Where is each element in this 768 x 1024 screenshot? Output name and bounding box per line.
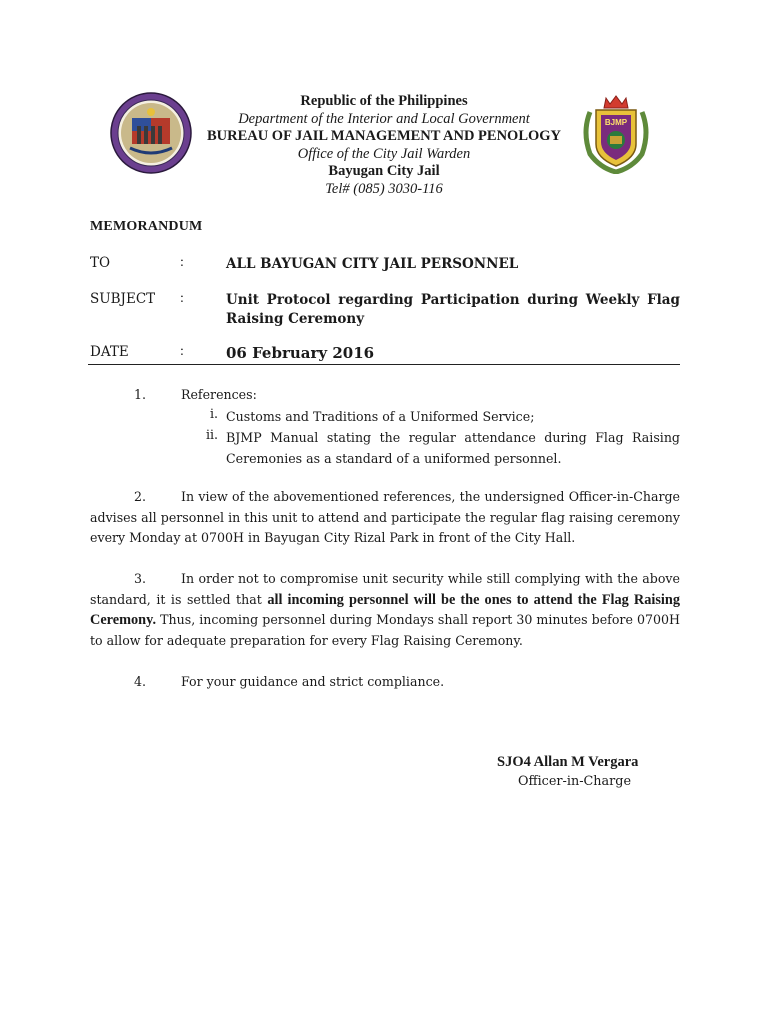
- reference-text: Customs and Traditions of a Uniformed Service;: [226, 409, 535, 424]
- date-colon: :: [180, 344, 184, 359]
- tel-line: Tel# (085) 3030-116: [325, 180, 443, 197]
- letterhead: [190, 93, 578, 198]
- para-4-number: 4.: [134, 674, 147, 689]
- to-colon: :: [180, 255, 184, 270]
- subject-value: Unit Protocol regarding Participation during Weekly Flag Raising Ceremony: [226, 292, 680, 327]
- signatory-title: Officer-in-Charge: [518, 774, 632, 789]
- bjmp-circular-seal-icon: [110, 92, 192, 174]
- para-2: [90, 487, 680, 549]
- para-4-text: For your guidance and strict compliance.: [181, 674, 445, 689]
- memorandum-title: MEMORANDUM: [90, 219, 203, 234]
- para-4: [90, 672, 680, 693]
- crest-text: BJMP: [604, 118, 628, 127]
- to-label: TO: [90, 255, 111, 271]
- office-line: Office of the City Jail Warden: [297, 145, 471, 162]
- to-value: ALL BAYUGAN CITY JAIL PERSONNEL: [226, 256, 519, 272]
- para-1-number: 1.: [134, 387, 147, 402]
- date-value: 06 February 2016: [226, 344, 375, 362]
- reference-number: ii.: [205, 427, 218, 442]
- para-3-number: 3.: [134, 571, 147, 586]
- para-3: [90, 569, 680, 651]
- para-2-text: In view of the abovementioned references, the undersigned Officer-in-Charge advises all personnel in this unit to attend and participate the regular flag raising ceremony every Monday at 0700H in Bayugan City Rizal Park in front of the City Hall.: [90, 489, 680, 545]
- bjmp-crest-seal-icon: [576, 92, 656, 174]
- bureau-line: BUREAU OF JAIL MANAGEMENT AND PENOLOGY: [206, 128, 562, 144]
- date-label: DATE: [90, 344, 129, 360]
- reference-number: i.: [209, 406, 218, 421]
- references-heading: References:: [181, 387, 257, 402]
- para-3-text-b: Thus, incoming personnel during Mondays shall report 30 minutes before 0700H to allow for adequate preparation for every Flag Raising Ceremony.: [90, 612, 680, 648]
- jail-line: Bayugan City Jail: [328, 163, 440, 179]
- header-divider: [88, 364, 680, 365]
- department-line: Department of the Interior and Local Government: [238, 110, 530, 127]
- subject-colon: :: [180, 291, 184, 306]
- para-3-text-a: In order not to compromise unit security while still complying with the above standard, it is settled that: [90, 571, 680, 607]
- signatory-name: SJO4 Allan M Vergara: [497, 754, 639, 770]
- reference-text: BJMP Manual stating the regular attendance during Flag Raising Ceremonies as a standard of a uniformed personnel.: [226, 430, 680, 466]
- subject-label: SUBJECT: [90, 291, 156, 307]
- republic-line: Republic of the Philippines: [300, 93, 468, 109]
- para-2-number: 2.: [134, 489, 147, 504]
- para-3-emphasis: all incoming personnel will be the ones to attend the Flag Raising Ceremony.: [90, 591, 680, 628]
